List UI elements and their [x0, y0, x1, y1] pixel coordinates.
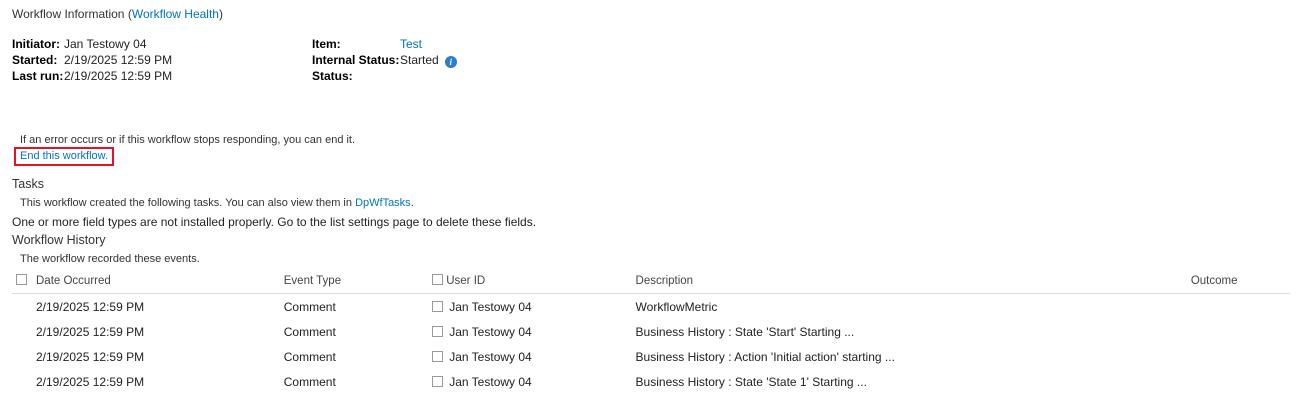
initiator-label: Initiator:: [12, 37, 60, 51]
cell-user-id-label: Jan Testowy 04: [449, 375, 532, 389]
cell-event-type: Comment: [283, 325, 336, 339]
cell-event-type: Comment: [283, 300, 336, 314]
row-checkbox[interactable]: [432, 351, 443, 362]
end-this-workflow-link[interactable]: End this workflow.: [14, 147, 114, 166]
info-row-internal-status: [312, 53, 457, 68]
last-run-value: 2/19/2025 12:59 PM: [64, 69, 173, 83]
info-row-status: [312, 69, 457, 84]
table-row[interactable]: [12, 369, 1290, 394]
workflow-information-header: [12, 7, 223, 21]
cell-date-occurred: 2/19/2025 12:59 PM: [36, 325, 145, 339]
cell-date-occurred: 2/19/2025 12:59 PM: [36, 375, 145, 389]
paren-open: (: [127, 7, 132, 21]
table-header-row: [12, 272, 1290, 294]
tasks-title: Tasks: [12, 177, 44, 191]
workflow-info-left: [12, 37, 172, 85]
workflow-history-title: Workflow History: [12, 233, 106, 247]
tasks-description-after: .: [410, 197, 414, 209]
workflow-history-table: [12, 272, 1290, 394]
dpwftasks-link[interactable]: DpWfTasks: [355, 197, 411, 209]
cell-date-occurred: 2/19/2025 12:59 PM: [36, 300, 145, 314]
cell-user-id-label: Jan Testowy 04: [449, 325, 532, 339]
cell-event-type: Comment: [283, 375, 336, 389]
last-run-label: Last run:: [12, 69, 64, 83]
column-label-event-type: Event Type: [283, 275, 342, 287]
table-row[interactable]: [12, 344, 1290, 369]
workflow-history-description: The workflow recorded these events.: [20, 253, 200, 265]
column-header-user-id: [432, 272, 635, 294]
cell-outcome: [1191, 369, 1290, 394]
info-row-last-run: [12, 69, 172, 84]
started-value: 2/19/2025 12:59 PM: [64, 53, 173, 67]
column-header-outcome: [1191, 272, 1290, 294]
cell-description: Business History : Action 'Initial action' starting ...: [635, 350, 895, 364]
workflow-info-right: [312, 37, 457, 85]
cell-user-id-label: Jan Testowy 04: [449, 300, 532, 314]
started-label: Started:: [12, 53, 58, 67]
internal-status-value: Started: [400, 53, 439, 67]
status-label: Status:: [312, 69, 353, 83]
cell-date-occurred: 2/19/2025 12:59 PM: [36, 350, 145, 364]
cell-outcome: [1191, 319, 1290, 344]
cell-outcome: [1191, 294, 1290, 320]
info-row-initiator: [12, 37, 172, 52]
cell-outcome: [1191, 344, 1290, 369]
cell-description: Business History : State 'State 1' Starting ...: [635, 375, 867, 389]
cell-user-id: [432, 294, 635, 320]
cell-description: Business History : State 'Start' Starting ...: [635, 325, 855, 339]
internal-status-label: Internal Status:: [312, 53, 400, 67]
column-header-event-type: [284, 272, 432, 294]
item-value-link[interactable]: Test: [400, 37, 423, 51]
cell-user-id: [432, 344, 635, 369]
column-label-description: Description: [635, 275, 694, 287]
info-row-started: [12, 53, 172, 68]
field-types-warning: One or more field types are not installed properly. Go to the list settings page to delete these fields.: [12, 215, 537, 229]
row-checkbox[interactable]: [432, 376, 443, 387]
column-label-user-id: User ID: [446, 275, 486, 287]
row-checkbox[interactable]: [432, 326, 443, 337]
column-label-date-occurred: Date Occurred: [36, 275, 111, 287]
initiator-value: Jan Testowy 04: [64, 37, 147, 51]
workflow-information-title: Workflow Information: [12, 7, 125, 21]
column-label-outcome: Outcome: [1190, 275, 1238, 287]
row-checkbox[interactable]: [432, 301, 443, 312]
column-header-description: [636, 272, 1191, 294]
cell-user-id: [432, 369, 635, 394]
info-icon[interactable]: i: [445, 56, 457, 68]
cell-user-id: [432, 319, 635, 344]
table-row[interactable]: [12, 319, 1290, 344]
table-row[interactable]: [12, 294, 1290, 320]
item-label: Item:: [312, 37, 341, 51]
cell-event-type: Comment: [283, 350, 336, 364]
cell-user-id-label: Jan Testowy 04: [449, 350, 532, 364]
paren-close: ): [218, 7, 223, 21]
column-header-date-occurred: [12, 272, 284, 294]
user-id-select-all-checkbox[interactable]: [432, 274, 443, 285]
tasks-description: [20, 197, 414, 209]
cell-description: WorkflowMetric: [635, 300, 718, 314]
tasks-description-before: This workflow created the following tasks. You can also view them in: [20, 197, 356, 209]
end-workflow-hint: If an error occurs or if this workflow stops responding, you can end it.: [20, 134, 356, 146]
info-row-item: [312, 37, 457, 52]
select-all-checkbox[interactable]: [16, 274, 27, 285]
workflow-health-link[interactable]: Workflow Health: [131, 7, 219, 21]
